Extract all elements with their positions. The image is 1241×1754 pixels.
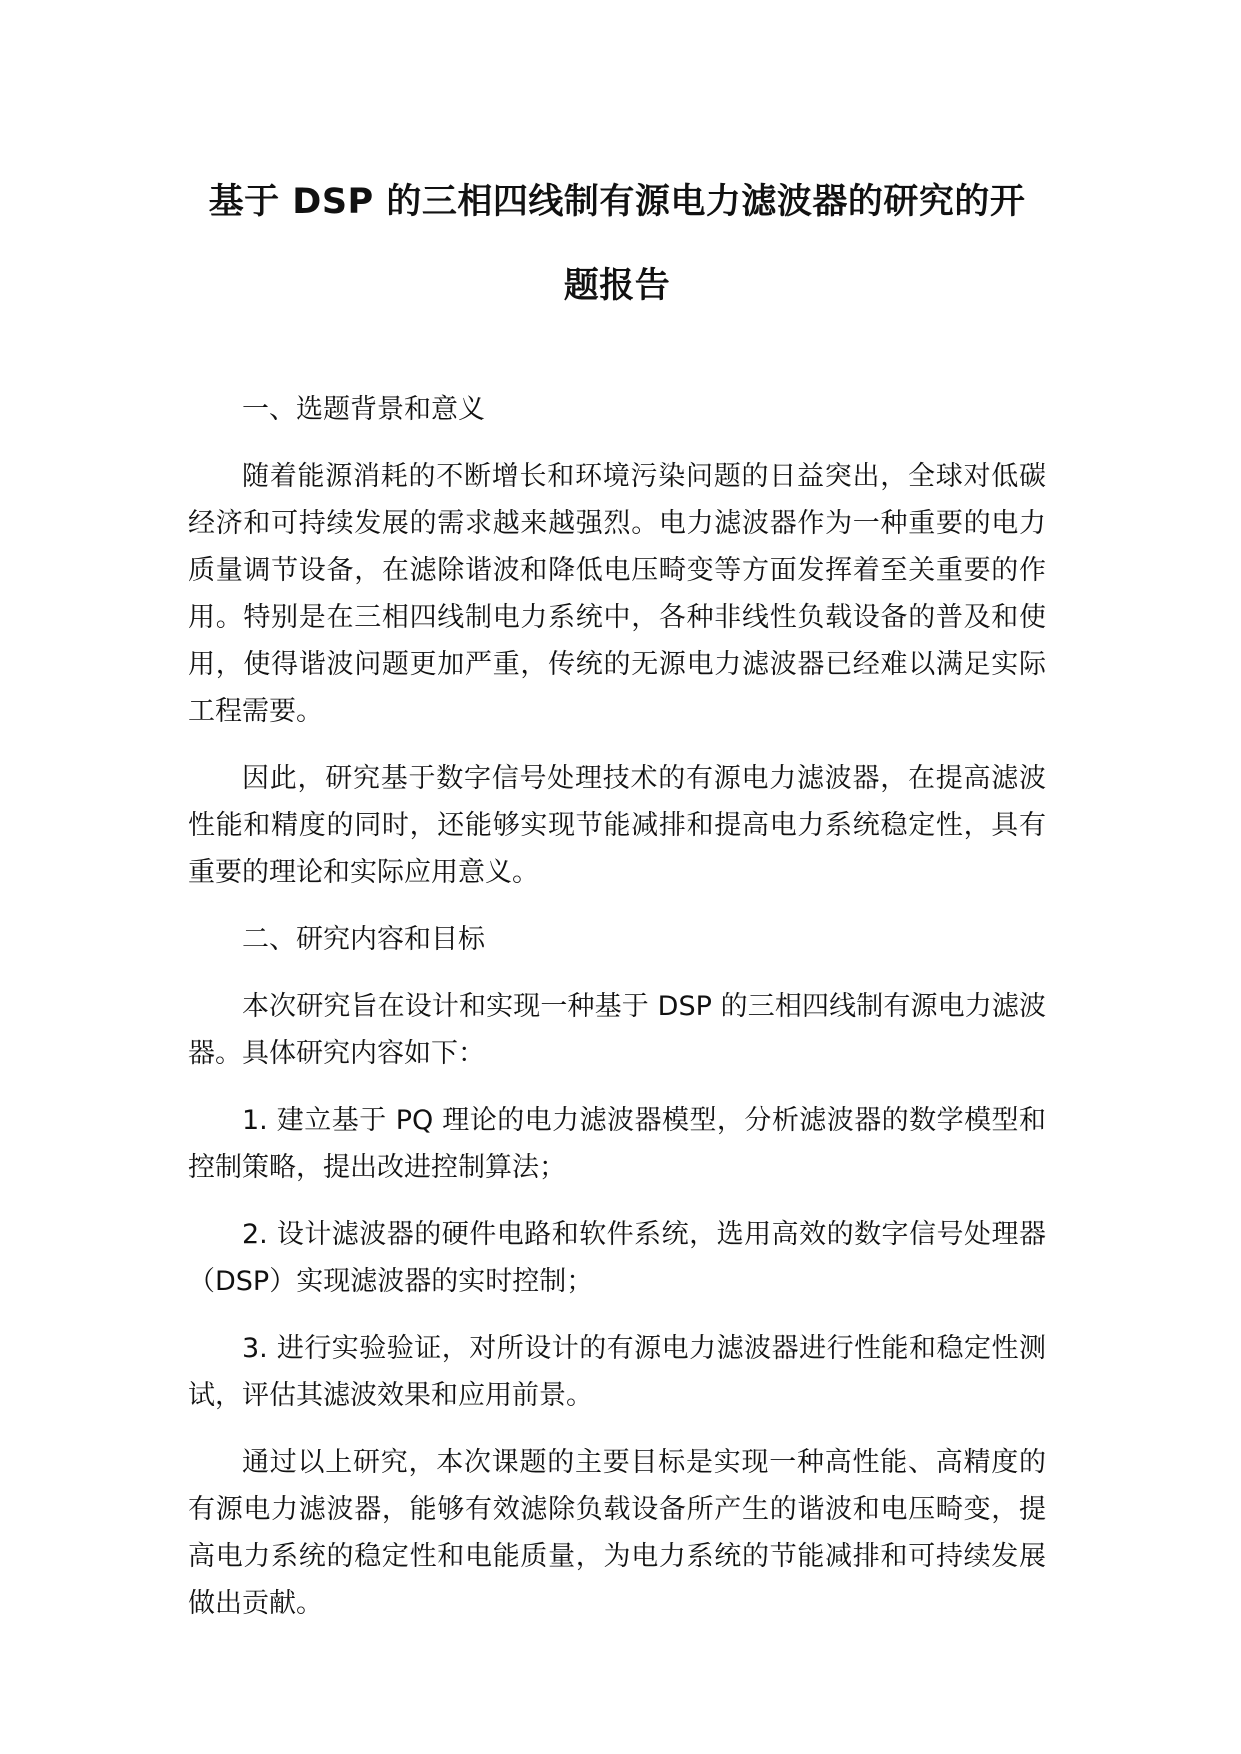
document-title [188, 160, 1046, 328]
paragraph: 本次研究旨在设计和实现一种基于 DSP 的三相四线制有源电力滤波器。具体研究内容如下： [188, 991, 1046, 1069]
paragraph: 随着能源消耗的不断增长和环境污染问题的日益突出，全球对低碳经济和可持续发展的需求越来越强烈。电力滤波器作为一种重要的电力质量调节设备，在滤除谐波和降低电压畸变等方面发挥着至关重要的作用。特别是在三相四线制电力系统中，各种非线性负载设备的普及和使用，使得谐波问题更加严重，传统的无源电力滤波器已经难以满足实际工程需要。 [188, 461, 1046, 727]
section-heading-research: 二、研究内容和目标 [242, 924, 485, 955]
document-body [188, 386, 1046, 1627]
document-page [188, 160, 1046, 1647]
section-heading-background: 一、选题背景和意义 [242, 394, 485, 425]
paragraph: 通过以上研究，本次课题的主要目标是实现一种高性能、高精度的有源电力滤波器，能够有效滤除负载设备所产生的谐波和电压畸变，提高电力系统的稳定性和电能质量，为电力系统的节能减排和可持续发展做出贡献。 [188, 1447, 1046, 1619]
list-item: 2. 设计滤波器的硬件电路和软件系统，选用高效的数字信号处理器（DSP）实现滤波器的实时控制； [188, 1219, 1046, 1297]
list-item: 1. 建立基于 PQ 理论的电力滤波器模型，分析滤波器的数学模型和控制策略，提出改进控制算法； [188, 1105, 1046, 1183]
list-item: 3. 进行实验验证，对所设计的有源电力滤波器进行性能和稳定性测试，评估其滤波效果和应用前景。 [188, 1333, 1046, 1411]
title-line-1: 基于 DSP 的三相四线制有源电力滤波器的研究的开 [208, 182, 1026, 222]
title-line-2: 题报告 [563, 266, 671, 306]
paragraph: 因此，研究基于数字信号处理技术的有源电力滤波器，在提高滤波性能和精度的同时，还能够实现节能减排和提高电力系统稳定性，具有重要的理论和实际应用意义。 [188, 763, 1046, 888]
